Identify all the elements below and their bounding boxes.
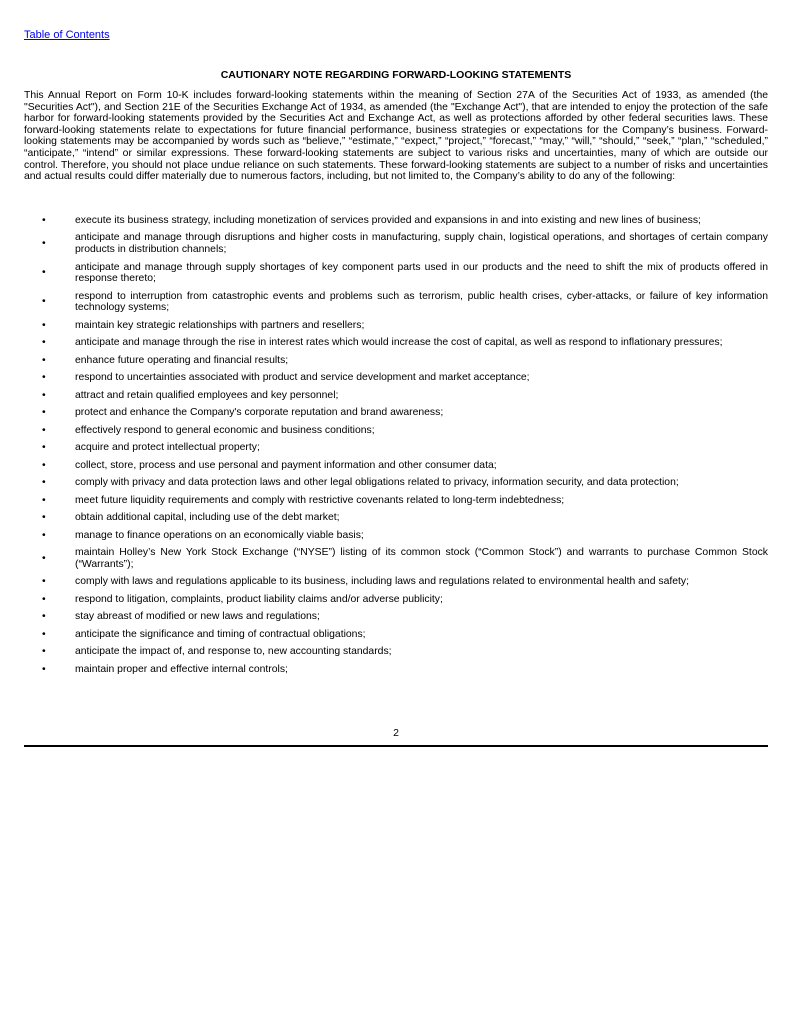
bullet-marker: • — [42, 593, 46, 605]
bullet-marker: • — [42, 267, 46, 279]
bullet-marker: • — [42, 296, 46, 308]
intro-paragraph: This Annual Report on Form 10-K includes forward-looking statements within the meaning of Section 27A of the Securities Act of 1933, as amended (the "Securities Act"), and Section 21E of the Securities Exchange Act of 1934, as amended (the "Exchange Act"), that are intended to enjoy the protection of the safe harbor for forward-looking statements provided by the Securities Act and Exchange Act, as well as protections afforded by other federal securities laws. These forward-looking statements relate to expectations for future financial performance, business strategies or expectations for the Company’s business. Forward-looking statements may be accompanied by words such as “believe,” “estimate,” “expect,” “project,” “forecast,” “may,” “will,” “should,” “seek,” “plan,” “scheduled,” “anticipate,” “intend” or similar expressions. These forward-looking statements are subject to various risks and uncertainties, many of which are outside our control. Therefore, you should not place undue reliance on such statements. These forward-looking statements are subject to a number of risks and uncertainties and actual results could differ materially due to numerous factors, including, but not limited to, the Company’s ability to do any of the following: — [24, 90, 768, 183]
list-item-text: maintain proper and effective internal controls; — [75, 663, 288, 675]
bullet-marker: • — [42, 238, 46, 250]
page-divider — [24, 745, 768, 747]
bullet-marker: • — [42, 424, 46, 436]
list-item-text: effectively respond to general economic and business conditions; — [75, 424, 375, 436]
list-item — [24, 629, 768, 641]
list-item-text: maintain Holley’s New York Stock Exchange (“NYSE”) listing of its common stock (“Common Stock”) and warrants to purchase Common Stock (“Warrants”); — [75, 547, 768, 570]
list-item — [24, 262, 768, 285]
list-item-text: manage to finance operations on an economically viable basis; — [75, 529, 364, 541]
list-item-text: respond to interruption from catastrophic events and problems such as terrorism, public health crises, cyber-attacks, or failure of key information technology systems; — [75, 290, 768, 314]
list-item-text: maintain key strategic relationships with partners and resellers; — [75, 319, 365, 331]
list-item — [24, 646, 768, 658]
list-item — [24, 355, 768, 367]
bullet-marker: • — [42, 512, 46, 524]
bullet-marker: • — [42, 337, 46, 349]
list-item — [24, 512, 768, 524]
list-item-text: acquire and protect intellectual property; — [75, 442, 260, 454]
list-item-text: anticipate and manage through the rise in interest rates which would increase the cost of capital, as well as respond to inflationary pressures; — [75, 337, 723, 349]
list-item-text: stay abreast of modified or new laws and regulations; — [75, 611, 320, 623]
list-item — [24, 611, 768, 623]
bullet-marker: • — [42, 576, 46, 588]
list-item-text: respond to uncertainties associated with product and service development and market acceptance; — [75, 372, 530, 384]
list-item-text: collect, store, process and use personal and payment information and other consumer data; — [75, 459, 497, 471]
list-item — [24, 372, 768, 384]
bullet-marker: • — [42, 477, 46, 489]
list-item — [24, 425, 768, 437]
bullet-marker: • — [42, 389, 46, 401]
list-item — [24, 495, 768, 507]
risk-factor-list — [24, 215, 768, 681]
bullet-marker: • — [42, 611, 46, 623]
list-item — [24, 390, 768, 402]
bullet-marker: • — [42, 442, 46, 454]
list-item — [24, 664, 768, 676]
bullet-marker: • — [42, 354, 46, 366]
bullet-marker: • — [42, 319, 46, 331]
bullet-marker: • — [42, 372, 46, 384]
bullet-marker: • — [42, 407, 46, 419]
list-item-text: execute its business strategy, including monetization of services provided and expansions in and into existing and new lines of business; — [75, 215, 701, 226]
page-number: 2 — [393, 727, 399, 739]
bullet-marker: • — [42, 552, 46, 564]
bullet-marker: • — [42, 663, 46, 675]
bullet-marker: • — [42, 646, 46, 658]
list-item-text: respond to litigation, complaints, product liability claims and/or adverse publicity; — [75, 593, 443, 605]
list-item — [24, 320, 768, 332]
list-item — [24, 291, 768, 314]
list-item — [24, 460, 768, 472]
list-item-text: anticipate and manage through supply shortages of key component parts used in our products and the need to shift the mix of products offered in response thereto; — [75, 261, 768, 285]
list-item-text: attract and retain qualified employees and key personnel; — [75, 389, 339, 401]
list-item — [24, 530, 768, 542]
list-item-text: meet future liquidity requirements and comply with restrictive covenants related to long-term indebtedness; — [75, 494, 565, 506]
list-item — [24, 547, 768, 570]
list-item — [24, 576, 768, 588]
bullet-marker: • — [42, 459, 46, 471]
list-item — [24, 594, 768, 606]
list-item-text: protect and enhance the Company's corporate reputation and brand awareness; — [75, 407, 444, 419]
list-item-text: anticipate the significance and timing of contractual obligations; — [75, 628, 366, 640]
bullet-marker: • — [42, 494, 46, 506]
list-item — [24, 477, 768, 489]
bullet-marker: • — [42, 628, 46, 640]
bullet-marker: • — [42, 529, 46, 541]
list-item — [24, 337, 768, 349]
list-item — [24, 442, 768, 454]
list-item-text: comply with privacy and data protection laws and other legal obligations related to privacy, information security, and data protection; — [75, 477, 679, 489]
list-item-text: anticipate and manage through disruptions and higher costs in manufacturing, supply chain, logistical operations, and shortages of certain company products in distribution channels; — [75, 232, 768, 256]
section-heading: CAUTIONARY NOTE REGARDING FORWARD-LOOKING STATEMENTS — [220, 69, 572, 81]
list-item — [24, 407, 768, 419]
bullet-marker: • — [42, 215, 46, 226]
list-item-text: comply with laws and regulations applicable to its business, including laws and regulations related to environmental health and safety; — [75, 576, 689, 588]
list-item-text: anticipate the impact of, and response to, new accounting standards; — [75, 646, 392, 658]
list-item — [24, 215, 768, 227]
table-of-contents-link[interactable]: Table of Contents — [24, 29, 110, 41]
list-item-text: enhance future operating and financial results; — [75, 354, 289, 366]
list-item — [24, 232, 768, 255]
list-item-text: obtain additional capital, including use of the debt market; — [75, 512, 340, 524]
